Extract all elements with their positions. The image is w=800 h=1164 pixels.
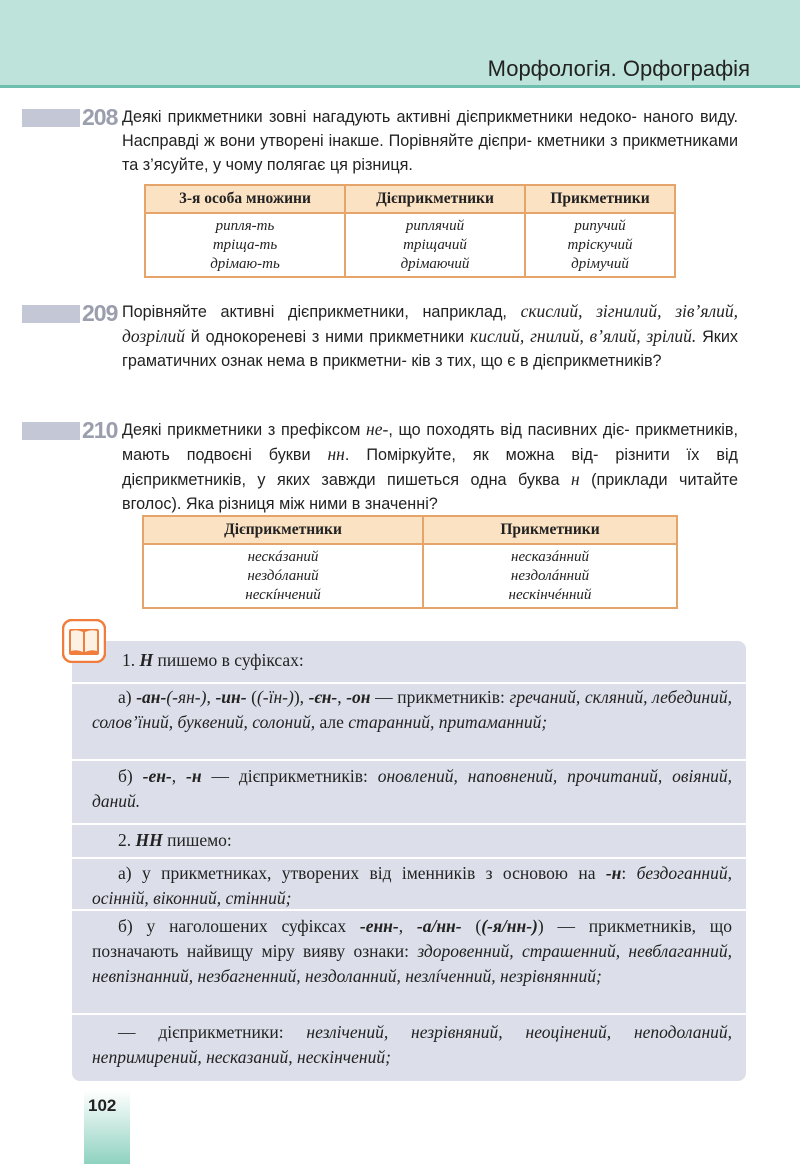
table-header: Прикметники	[525, 185, 675, 213]
table-cell: нездолáнний	[423, 567, 677, 586]
r2b-text: б) у наголошених суфіксах	[118, 916, 360, 936]
table-header: Дієприкметники	[345, 185, 525, 213]
ex210-text-1: Деякі прикметники з префіксом	[122, 421, 367, 439]
ex208-line3: кметники з прикметниками та з’ясуйте, у чому полягає ця різниця.	[122, 132, 739, 174]
exercise-208-number: 208	[82, 104, 118, 130]
suffix: -ан-	[136, 687, 167, 707]
table-cell: нескíнчений	[143, 586, 423, 608]
suffix: (-їн-)	[256, 687, 294, 707]
r2c-dash: — дієприкметники:	[118, 1022, 307, 1042]
rule-separator	[72, 857, 746, 859]
r2c-examples: незлічений, незрівняний, неоцінений, неподоланий, непримирений, несказаний, нескінчений;	[92, 1022, 732, 1067]
exercise-209-number: 209	[82, 300, 118, 326]
table-cell: тріщачий	[345, 236, 525, 255]
r2a-colon: :	[621, 863, 637, 883]
ex210-text-2: , що походять від пасивних діє-	[388, 421, 630, 439]
table-cell: дрімучий	[525, 255, 675, 277]
r1a-examples: гречаний, скляний, лебединий, солов’їний, буквений, солоний,	[92, 687, 732, 732]
ex209-text-4: ків з тих, що є в дієприкметників?	[411, 352, 662, 370]
r2b-examples: здоровенний, страшенний, невблаганний, невпізнанний, незбагненний, нездоланний, незлíченний, незрівнянний;	[92, 941, 732, 986]
r1b-lead: б)	[118, 766, 143, 786]
rule-2-rest: пишемо:	[162, 830, 232, 850]
ex208-line2: наного виду. Насправді ж вони утворені інакше. Порівняйте дієпри-	[122, 108, 738, 150]
exercise-210-number: 210	[82, 417, 118, 443]
ex210-text-3: прикметників, мають подвоєні букви	[122, 421, 738, 464]
ex209-text-1: Порівняйте активні дієприкметники, наприклад,	[122, 303, 521, 321]
r2a-examples: бездоганний, осінній, віконний, стінний;	[92, 863, 732, 908]
r1b-tail: — дієприкметників:	[201, 766, 378, 786]
ex210-text-5: різнити їх від дієприкметників, у яких завжди пишеться одна буква	[122, 446, 738, 489]
rule-2-heading	[92, 828, 732, 853]
table-cell: тріща-ть	[145, 236, 345, 255]
r1a-lead: а)	[118, 687, 137, 707]
rule-2-letters: НН	[135, 830, 163, 850]
section-title: Морфологія. Орфографія	[487, 56, 750, 81]
exercise-208-bar	[22, 109, 80, 127]
suffix: -а/нн-	[416, 916, 462, 936]
rule-1b: б) -ен-, -н — дієприкметників: оновлений, наповнений, прочитаний, овіяний, даний.	[92, 766, 733, 811]
table-row	[145, 236, 675, 255]
rule-1-heading	[122, 648, 722, 673]
table-cell: риплячий	[345, 213, 525, 236]
r1a-examples2: старанний, притаманний;	[348, 712, 548, 732]
suffix: -н	[186, 766, 202, 786]
exercise-210-table	[142, 515, 678, 609]
exercise-208-table	[144, 184, 676, 278]
ex210-prefix: не-	[366, 419, 389, 439]
table-row	[143, 544, 677, 567]
exercise-209-bar	[22, 305, 80, 323]
table-cell: рипучий	[525, 213, 675, 236]
table-cell: рипля-ть	[145, 213, 345, 236]
ex209-example-2: зів’ялий, дозрілий	[122, 301, 738, 346]
table-cell: тріскучий	[525, 236, 675, 255]
ex209-text-3: Яких граматичних ознак нема в прикметни-	[122, 328, 739, 370]
ex210-text-4: . Поміркуйте, як можна від-	[344, 446, 599, 464]
table-cell: дрімаючий	[345, 255, 525, 277]
rule-separator	[72, 823, 746, 825]
r1a-but: але	[315, 712, 349, 732]
table-cell: несказáнний	[423, 544, 677, 567]
header-rule	[0, 85, 800, 88]
table-row	[145, 255, 675, 277]
table-header: Дієприкметники	[143, 516, 423, 544]
r1b-examples: оновлений, наповнений, прочитаний, овіяний, даний.	[92, 766, 733, 811]
rule-1-rest: пишемо в суфіксах:	[153, 650, 304, 670]
r2a-text: а) у прикметниках, утворених від іменників з основою на	[118, 863, 606, 883]
exercise-210-bar	[22, 422, 80, 440]
table-cell: нескінчéнний	[423, 586, 677, 608]
table-cell: нездóланий	[143, 567, 423, 586]
ex209-example-4: гнилий, в’ялий, зрілий.	[530, 326, 697, 346]
table-header: Прикметники	[423, 516, 677, 544]
rule-2a	[92, 861, 732, 911]
ex210-letters: нн	[327, 444, 345, 464]
table-cell: нескáзаний	[143, 544, 423, 567]
suffix: -н	[605, 863, 622, 883]
table-cell: дрімаю-ть	[145, 255, 345, 277]
rule-1-num: 1.	[122, 650, 140, 670]
ex208-line1: Деякі прикметники зовні нагадують активні дієприкметники недоко-	[122, 108, 637, 126]
rule-2-num: 2.	[118, 830, 136, 850]
suffix: -єн-	[308, 687, 338, 707]
exercise-208-text	[122, 105, 738, 177]
exercise-210-text	[122, 417, 738, 516]
ex210-letter: н	[570, 469, 580, 489]
r1a-tail: — прикметників:	[370, 687, 510, 707]
rule-1-letter: Н	[139, 650, 154, 670]
rule-2c	[92, 1020, 732, 1070]
table-header: 3-я особа множини	[145, 185, 345, 213]
rule-1a: а) -ан-(-ян-), -ин- ((-їн-)), -єн-, -он — прикметників: гречаний, скляний, лебединий, солов’їний, буквений, солоний, але старанний, притаманний;	[92, 687, 732, 732]
open-book-icon	[62, 619, 106, 663]
suffix: (-я/нн-)	[481, 916, 538, 936]
rule-separator	[72, 759, 746, 761]
rule-separator	[72, 682, 746, 684]
r2b-tail: — прикметників, що позначають найвищу міру вияву ознаки:	[92, 916, 732, 961]
suffix: -ен-	[142, 766, 172, 786]
rule-separator	[72, 1013, 746, 1015]
ex209-example-1: скислий, зігнилий,	[520, 301, 662, 321]
suffix: (-ян-)	[166, 687, 207, 707]
ex209-text-2: й однокореневі з ними прикметники	[184, 328, 471, 346]
ex210-text-6: (приклади читайте вголос). Яка різниця між ними в значенні?	[122, 471, 738, 513]
table-row	[143, 567, 677, 586]
table-row	[143, 586, 677, 608]
suffix: -он	[346, 687, 371, 707]
page-number: 102	[88, 1096, 117, 1115]
suffix: -енн-	[359, 916, 399, 936]
ex209-example-3: кислий,	[470, 326, 525, 346]
rule-2b: б) у наголошених суфіксах -енн-, -а/нн- ((-я/нн-)) — прикметників, що позначають найвищу міру вияву ознаки: здоровенний, страшенний, невблаганний, невпізнанний, незбагненний, нездоланний, незлíченний, незрівнянний;	[92, 916, 732, 986]
exercise-209-text	[122, 299, 738, 373]
suffix: -ин-	[215, 687, 247, 707]
table-row	[145, 213, 675, 236]
